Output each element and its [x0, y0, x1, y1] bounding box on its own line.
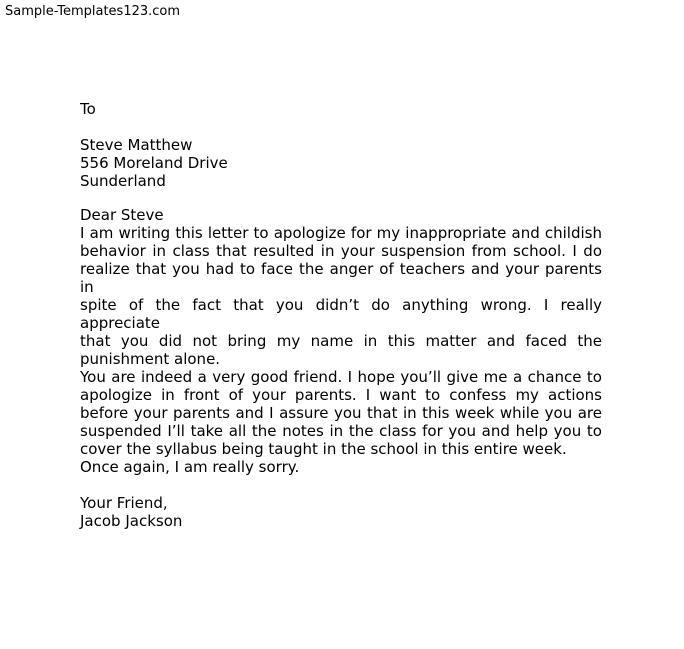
recipient-address	[80, 136, 602, 190]
signature: Jacob Jackson	[80, 512, 183, 530]
letter-body	[80, 100, 602, 530]
watermark-text: Sample-Templates123.com	[5, 4, 181, 19]
recipient-street: 556 Moreland Drive	[80, 154, 228, 172]
greeting: Dear Steve	[80, 206, 164, 224]
paragraph-1-line: I am writing this letter to apologize for my inappropriate and childish	[80, 224, 602, 242]
salutation-to: To	[80, 100, 96, 118]
paragraph-1-line: punishment alone.	[80, 350, 221, 368]
recipient-name: Steve Matthew	[80, 136, 193, 154]
recipient-city: Sunderland	[80, 172, 166, 190]
paragraph-2-line: before your parents and I assure you that in this week while you are	[80, 404, 602, 422]
paragraph-2-line: cover the syllabus being taught in the school in this entire week.	[80, 440, 567, 458]
paragraph-1-line: that you did not bring my name in this matter and faced the	[80, 332, 602, 350]
paragraph-1-line: realize that you had to face the anger of teachers and your parents in	[80, 260, 602, 296]
closing-block	[80, 494, 602, 530]
paragraph-2-line: suspended I’ll take all the notes in the class for you and help you to	[80, 422, 602, 440]
paragraph-2	[80, 368, 602, 476]
paragraph-1	[80, 224, 602, 368]
closing: Your Friend,	[80, 494, 168, 512]
paragraph-1-line: behavior in class that resulted in your suspension from school. I do	[80, 242, 602, 260]
paragraph-2-line: apologize in front of your parents. I want to confess my actions	[80, 386, 602, 404]
paragraph-1-line: spite of the fact that you didn’t do anything wrong. I really appreciate	[80, 296, 602, 332]
paragraph-2-line: Once again, I am really sorry.	[80, 458, 300, 476]
paragraph-2-line: You are indeed a very good friend. I hope you’ll give me a chance to	[80, 368, 602, 386]
